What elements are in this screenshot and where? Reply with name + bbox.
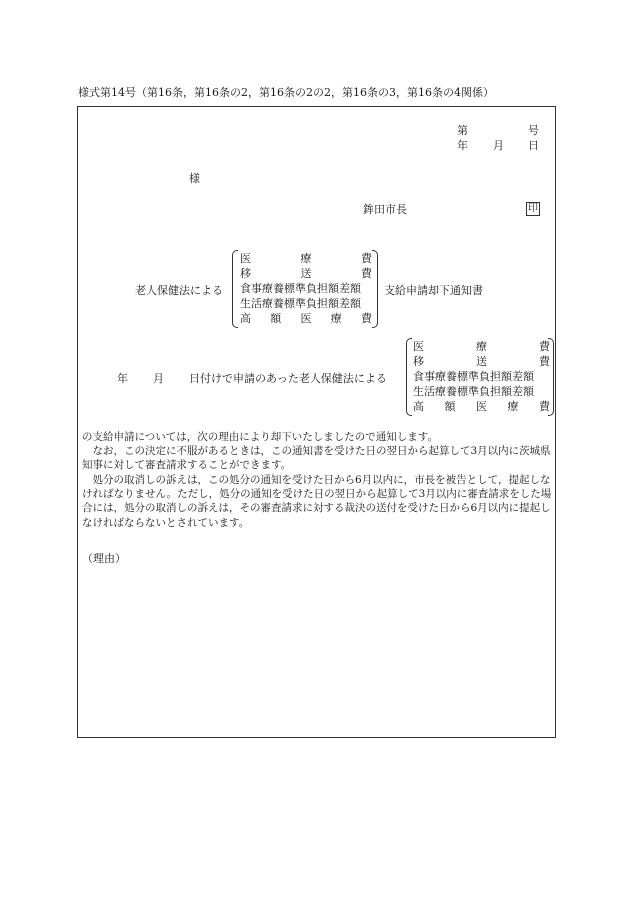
item-text: 額 [444, 400, 456, 413]
item-text: 医 [413, 340, 424, 353]
item-text: 医 [240, 252, 251, 265]
number-prefix: 第 [457, 124, 468, 137]
item-text: 費 [361, 252, 372, 265]
item-text: 費 [539, 340, 550, 353]
item-text: 高 [413, 400, 424, 413]
body-paragraph-notice: なお，この決定に不服があるときは，この通知書を受けた日の翌日から起算して3月以内に茨城県知事に対して審査請求することができます。 [82, 445, 551, 472]
intro-item-1 [413, 340, 550, 354]
item-text: 移 [413, 355, 424, 368]
intro-month: 月 [153, 372, 164, 385]
seal-mark: 印 [528, 203, 538, 214]
title-item-list [240, 250, 372, 328]
title-item-2 [240, 267, 372, 281]
date-month: 月 [493, 139, 504, 152]
item-text: 療 [476, 340, 487, 353]
date-year: 年 [457, 139, 468, 152]
title-item-3 [240, 282, 372, 296]
date-day: 日 [528, 139, 539, 152]
item-text: 療 [330, 312, 342, 325]
intro-brace-left [406, 338, 412, 416]
item-text: 療 [300, 252, 312, 265]
title-brace-left [232, 250, 238, 328]
intro-brace-right [548, 338, 554, 416]
item-text: 生活療養標準負担額差額 [413, 385, 534, 398]
item-text: 費 [539, 355, 550, 368]
title-prefix: 老人保健法による [135, 284, 223, 297]
body-line-1: の支給申請については，次の理由により却下いたしましたので通知します。 [82, 431, 438, 443]
item-text: 費 [361, 267, 372, 280]
item-text: 費 [539, 400, 550, 413]
form-caption: 様式第14号（第16条，第16条の2，第16条の2の2，第16条の3，第16条の4関係） [78, 86, 494, 99]
intro-item-4 [413, 385, 550, 399]
title-item-1 [240, 252, 372, 266]
item-text: 生活療養標準負担額差額 [240, 297, 361, 310]
item-text: 移 [240, 267, 251, 280]
item-text: 医 [476, 400, 487, 413]
title-item-5 [240, 312, 372, 326]
title-brace-right [372, 250, 378, 328]
intro-item-5 [413, 400, 550, 414]
body-paragraph-lawsuit: 処分の取消しの訴えは，この処分の通知を受けた日から6月以内に，市長を被告として，提起しなければなりません。ただし，処分の通知を受けた日の翌日から起算して3月以内に審査請求をした場合には，処分の取消しの訴えは，その審査請求に対する裁決の送付を受けた日から6月以内に提起しなければならないとされています。 [82, 474, 552, 529]
item-text: 送 [300, 267, 312, 280]
form-frame [77, 106, 556, 738]
item-text: 費 [361, 312, 372, 325]
title-suffix: 支給申請却下通知書 [384, 284, 483, 297]
addressee-honorific: 様 [189, 172, 200, 185]
intro-item-3 [413, 370, 550, 384]
issuer-name: 鉾田市長 [363, 203, 407, 216]
intro-year: 年 [117, 372, 128, 385]
reason-label: （理由） [82, 552, 126, 565]
item-text: 医 [300, 312, 312, 325]
item-text: 送 [476, 355, 487, 368]
number-suffix: 号 [528, 124, 539, 137]
item-text: 高 [240, 312, 251, 325]
item-text: 療 [507, 400, 519, 413]
item-text: 額 [270, 312, 282, 325]
title-item-4 [240, 297, 372, 311]
item-text: 食事療養標準負担額差額 [240, 282, 361, 295]
intro-prefix: 日付けで申請のあった老人保健法による [189, 372, 387, 385]
item-text: 食事療養標準負担額差額 [413, 370, 534, 383]
intro-item-2 [413, 355, 550, 369]
intro-item-list [413, 338, 550, 416]
